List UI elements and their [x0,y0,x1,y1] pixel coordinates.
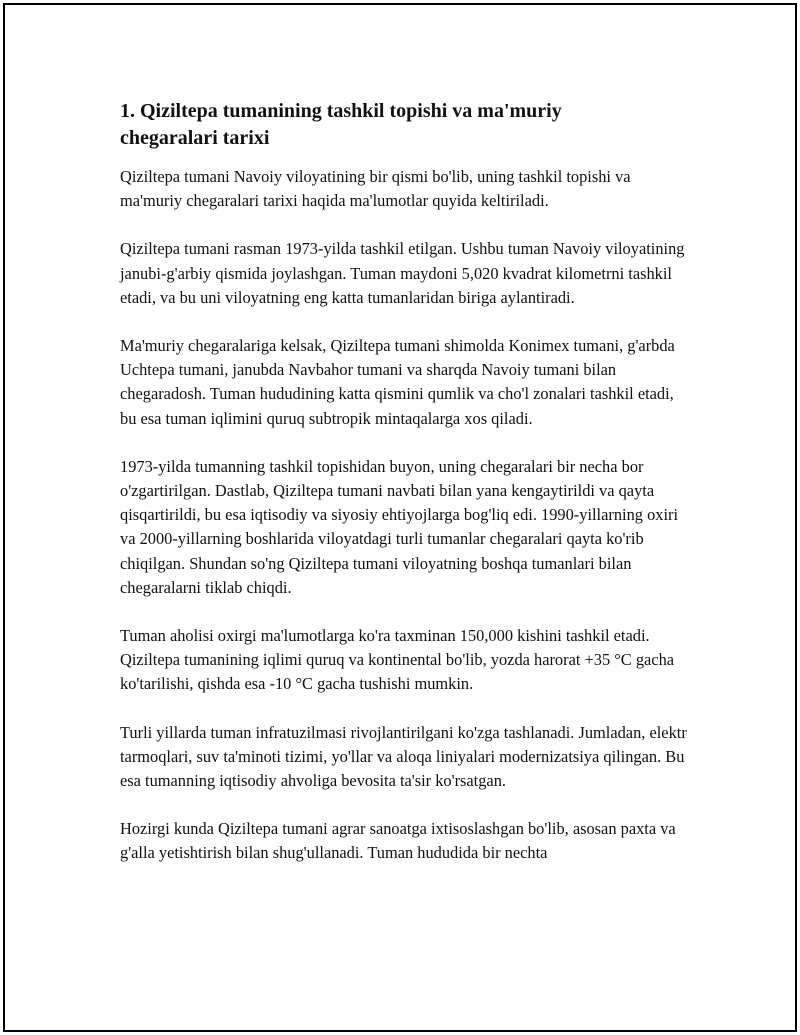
paragraph: Hozirgi kunda Qiziltepa tumani agrar sanoatga ixtisoslashgan bo'lib, asosan paxta va g'alla yetishtirish bilan shug'ullanadi. Tuman hududida bir nechta [120,819,676,863]
paragraph: Ma'muriy chegaralariga kelsak, Qiziltepa tumani shimolda Konimex tumani, g'arbda Uchtepa tumani, janubda Navbahor tumani va sharqda Navoiy tumani bilan chegaradosh. Tuman hududining katta qismini qumlik va cho'l zonalari tashkil etadi, bu esa tuman iqlimini quruq subtropik mintaqalarga xos qiladi. [120,336,675,428]
page-frame [3,3,797,1032]
paragraph: Qiziltepa tumani Navoiy viloyatining bir qismi bo'lib, uning tashkil topishi va ma'muriy chegaralari tarixi haqida ma'lumotlar quyida keltiriladi. [120,167,631,211]
document-title: 1. Qiziltepa tumanining tashkil topishi va ma'muriy chegaralari tarixi [120,100,562,149]
paragraph: 1973-yilda tumanning tashkil topishidan buyon, uning chegaralari bir necha bor o'zgartirilgan. Dastlab, Qiziltepa tumani navbati bilan yana kengaytirildi va qayta qisqartirildi, bu esa iqtisodiy va siyosiy ehtiyojlarga bog'liq edi. 1990-yillarning oxiri va 2000-yillarning boshlarida viloyatdagi turli tumanlar chegaralari qayta ko'rib chiqilgan. Shundan so'ng Qiziltepa tumani viloyatning boshqa tumanlari bilan chegaralarni tiklab chiqdi. [120,456,679,597]
paragraph: Tuman aholisi oxirgi ma'lumotlarga ko'ra taxminan 150,000 kishini tashkil etadi. Qiziltepa tumanining iqlimi quruq va kontinental bo'lib, yozda harorat +35 °C gacha ko'tarilishi, qishda esa -10 °C gacha tushishi mumkin. [120,626,675,694]
paragraph: Turli yillarda tuman infratuzilmasi rivojlantirilgani ko'zga tashlanadi. Jumladan, elektr tarmoqlari, suv ta'minoti tizimi, yo'llar va aloqa liniyalari modernizatsiya qilingan. Bu esa tumanning iqtisodiy ahvoliga bevosita ta'sir ko'rsatgan. [120,722,687,791]
paragraph: Qiziltepa tumani rasman 1973-yilda tashkil etilgan. Ushbu tuman Navoiy viloyatining janubi-g'arbiy qismida joylashgan. Tuman maydoni 5,020 kvadrat kilometrni tashkil etadi, va bu uni viloyatning eng katta tumanlaridan biriga aylantiradi. [120,239,685,307]
document-body [120,98,690,890]
